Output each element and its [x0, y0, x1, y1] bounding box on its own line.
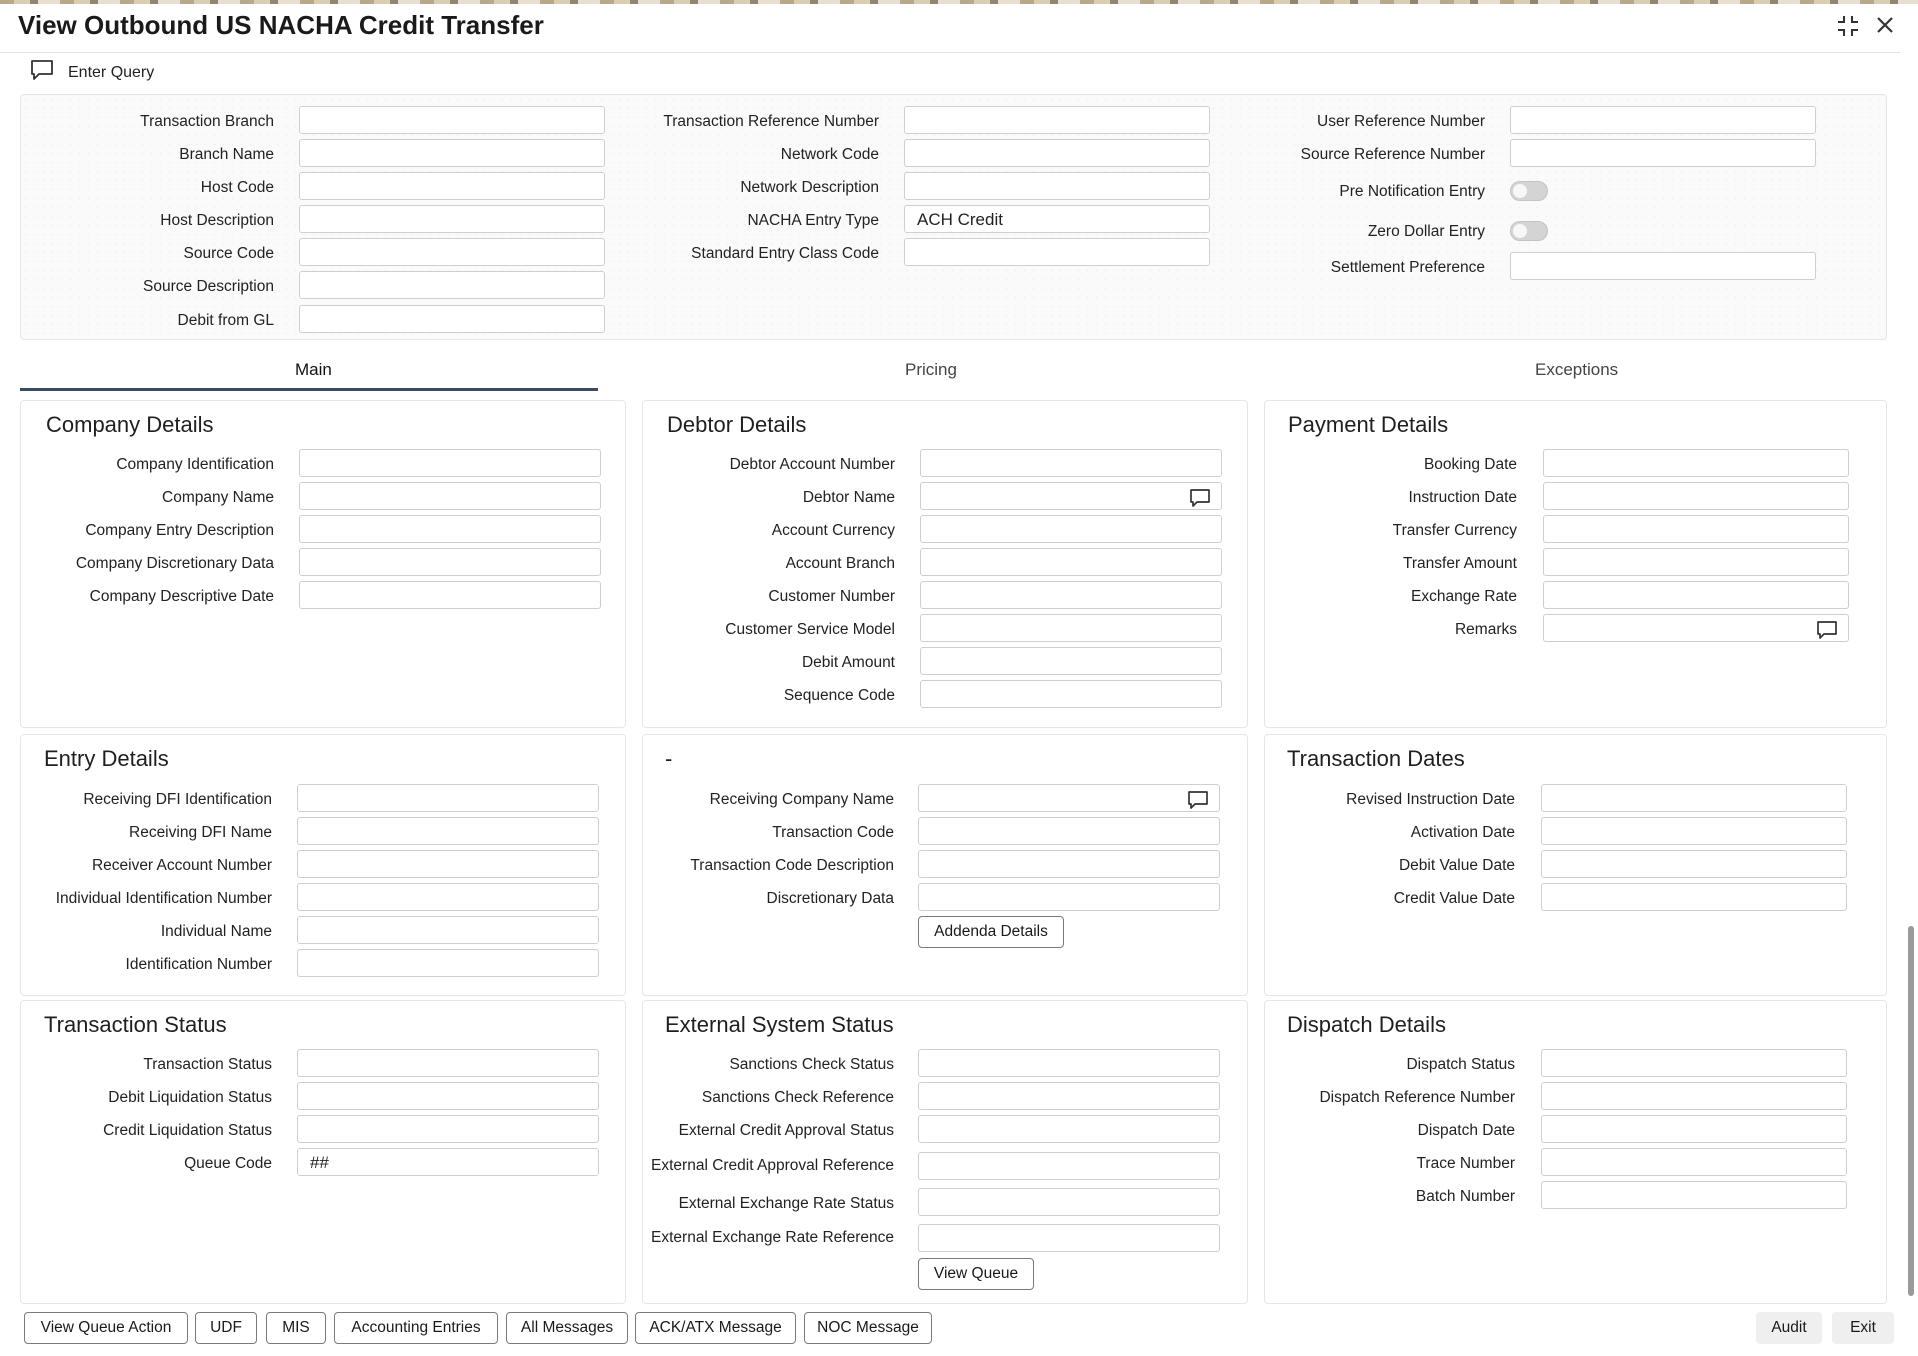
noc-message-button[interactable]: NOC Message [804, 1312, 932, 1344]
source-code-label: Source Code [183, 244, 274, 262]
nacha-entry-type-label: NACHA Entry Type [747, 211, 879, 229]
pre-notification-row [1230, 176, 1485, 206]
zero-dollar-toggle[interactable] [1510, 221, 1548, 241]
branch-name-row [20, 139, 274, 169]
customer-service-model-row [616, 614, 895, 644]
external-exchange-rate-status-row [616, 1188, 894, 1218]
company-entry-description-input[interactable] [299, 515, 601, 543]
source-reference-input[interactable] [1510, 139, 1816, 167]
receiving-title: - [665, 746, 673, 771]
sanctions-check-status-input[interactable] [918, 1049, 1220, 1077]
queue-code-value: ## [310, 1153, 329, 1172]
company-name-row [20, 482, 274, 512]
network-description-row [600, 172, 879, 202]
debit-from-gl-input[interactable] [299, 305, 605, 333]
trace-number-input[interactable] [1541, 1148, 1847, 1176]
account-currency-row [616, 515, 895, 545]
dispatch-date-row [1236, 1115, 1515, 1145]
sequence-code-row [616, 680, 895, 710]
trace-number-label: Trace Number [1416, 1154, 1515, 1172]
mis-button[interactable]: MIS [266, 1312, 326, 1344]
receiving-company-name-input[interactable] [918, 784, 1220, 812]
debit-liquidation-status-row [20, 1082, 272, 1112]
revised-instruction-date-label: Revised Instruction Date [1346, 790, 1515, 808]
debtor-account-number-label: Debtor Account Number [729, 455, 895, 473]
dispatch-date-label: Dispatch Date [1417, 1121, 1515, 1139]
user-reference-input[interactable] [1510, 106, 1816, 134]
debit-liquidation-status-label: Debit Liquidation Status [108, 1088, 272, 1106]
receiving-dfi-name-label: Receiving DFI Name [129, 823, 272, 841]
debtor-account-number-input[interactable] [920, 449, 1222, 477]
company-name-input[interactable] [299, 482, 601, 510]
discretionary-data-label: Discretionary Data [766, 889, 894, 907]
toolbar [0, 52, 1900, 89]
network-description-label: Network Description [740, 178, 879, 196]
credit-value-date-label: Credit Value Date [1393, 889, 1515, 907]
activation-date-input[interactable] [1541, 817, 1847, 845]
source-reference-row [1230, 139, 1485, 169]
receiving-dfi-identification-input[interactable] [297, 784, 599, 812]
debit-from-gl-label: Debit from GL [177, 311, 274, 329]
source-description-row [20, 271, 274, 301]
individual-name-label: Individual Name [160, 922, 272, 940]
queue-code-row [20, 1148, 272, 1178]
sanctions-check-status-label: Sanctions Check Status [729, 1055, 894, 1073]
pre-notification-label: Pre Notification Entry [1339, 182, 1485, 200]
receiving-company-name-row [616, 784, 894, 814]
company-descriptive-date-row [20, 581, 274, 611]
account-currency-input[interactable] [920, 515, 1222, 543]
settlement-pref-label: Settlement Preference [1330, 258, 1485, 276]
standard-entry-class-code-input[interactable] [904, 238, 1210, 266]
queue-code-label: Queue Code [184, 1154, 272, 1172]
sanctions-check-reference-row [616, 1082, 894, 1112]
transaction-branch-row [20, 106, 274, 136]
company-name-label: Company Name [162, 488, 274, 506]
footer-bar [0, 1306, 1900, 1346]
transaction-dates-title: Transaction Dates [1287, 746, 1465, 771]
entry-details-title: Entry Details [44, 746, 169, 771]
receiver-account-number-label: Receiver Account Number [91, 856, 272, 874]
company-identification-row [20, 449, 274, 479]
external-credit-approval-reference-label: External Credit Approval Reference [651, 1156, 894, 1174]
comment-icon[interactable] [1187, 790, 1209, 815]
transfer-amount-input[interactable] [1543, 548, 1849, 576]
external-credit-approval-status-label: External Credit Approval Status [678, 1121, 894, 1139]
receiving-company-name-label: Receiving Company Name [709, 790, 894, 808]
customer-service-model-label: Customer Service Model [725, 620, 895, 638]
queue-code-input[interactable] [297, 1148, 599, 1176]
transaction-status-label: Transaction Status [143, 1055, 272, 1073]
host-code-row [20, 172, 274, 202]
source-code-input[interactable] [299, 238, 605, 266]
transaction-code-input[interactable] [918, 817, 1220, 845]
debit-amount-input[interactable] [920, 647, 1222, 675]
transaction-branch-label: Transaction Branch [140, 112, 274, 130]
zero-dollar-row [1230, 216, 1485, 246]
company-descriptive-date-input[interactable] [299, 581, 601, 609]
debtor-name-input[interactable] [920, 482, 1222, 510]
transaction-status-row [20, 1049, 272, 1079]
transaction-code-row [616, 817, 894, 847]
nacha-entry-type-input[interactable] [904, 205, 1210, 233]
trace-number-row [1236, 1148, 1515, 1178]
debit-from-gl-row [20, 305, 274, 335]
batch-number-label: Batch Number [1415, 1187, 1515, 1205]
company-identification-label: Company Identification [116, 455, 274, 473]
dispatch-date-input[interactable] [1541, 1115, 1847, 1143]
transfer-currency-row [1238, 515, 1517, 545]
company-discretionary-data-row [20, 548, 274, 578]
external-credit-approval-reference-row [616, 1152, 894, 1182]
identification-number-input[interactable] [297, 949, 599, 977]
debit-amount-label: Debit Amount [801, 653, 895, 671]
dispatch-status-label: Dispatch Status [1406, 1055, 1515, 1073]
maximize-icon[interactable] [1836, 14, 1860, 38]
customer-number-input[interactable] [920, 581, 1222, 609]
view-queue-action-button[interactable]: View Queue Action [24, 1312, 188, 1344]
scrollbar-thumb[interactable] [1908, 926, 1914, 1296]
debit-value-date-label: Debit Value Date [1398, 856, 1515, 874]
individual-identification-number-label: Individual Identification Number [55, 889, 272, 907]
network-code-label: Network Code [780, 145, 879, 163]
dispatch-status-row [1236, 1049, 1515, 1079]
dispatch-details-title: Dispatch Details [1287, 1012, 1446, 1037]
external-exchange-rate-reference-input[interactable] [918, 1224, 1220, 1252]
account-branch-label: Account Branch [785, 554, 895, 572]
company-discretionary-data-label: Company Discretionary Data [75, 554, 274, 572]
remarks-label: Remarks [1454, 620, 1517, 638]
comment-icon[interactable] [1189, 488, 1211, 513]
company-descriptive-date-label: Company Descriptive Date [89, 587, 274, 605]
customer-service-model-input[interactable] [920, 614, 1222, 642]
user-reference-row [1230, 106, 1485, 136]
instruction-date-row [1238, 482, 1517, 512]
source-description-input[interactable] [299, 271, 605, 299]
booking-date-input[interactable] [1543, 449, 1849, 477]
activation-date-row [1236, 817, 1515, 847]
exit-button[interactable]: Exit [1832, 1312, 1894, 1344]
network-description-input[interactable] [904, 172, 1210, 200]
exchange-rate-label: Exchange Rate [1411, 587, 1517, 605]
tab-pricing[interactable]: Pricing [905, 360, 957, 379]
comment-icon[interactable] [1816, 620, 1838, 645]
booking-date-label: Booking Date [1423, 455, 1517, 473]
transaction-branch-input[interactable] [299, 106, 605, 134]
page-title: View Outbound US NACHA Credit Transfer [18, 10, 544, 40]
debit-value-date-row [1236, 850, 1515, 880]
decorative-top-strip [0, 0, 1918, 4]
company-details-title: Company Details [46, 412, 214, 437]
instruction-date-label: Instruction Date [1408, 488, 1517, 506]
ack-atx-message-button[interactable]: ACK/ATX Message [635, 1312, 796, 1344]
company-entry-description-row [20, 515, 274, 545]
remarks-row [1238, 614, 1517, 644]
sanctions-check-reference-input[interactable] [918, 1082, 1220, 1110]
debit-liquidation-status-input[interactable] [297, 1082, 599, 1110]
dispatch-reference-number-label: Dispatch Reference Number [1319, 1088, 1515, 1106]
external-credit-approval-reference-input[interactable] [918, 1152, 1220, 1180]
window-controls [1836, 14, 1896, 38]
identification-number-row [20, 949, 272, 979]
account-branch-row [616, 548, 895, 578]
credit-liquidation-status-label: Credit Liquidation Status [103, 1121, 272, 1139]
identification-number-label: Identification Number [125, 955, 272, 973]
individual-name-input[interactable] [297, 916, 599, 944]
receiving-dfi-name-input[interactable] [297, 817, 599, 845]
network-code-row [600, 139, 879, 169]
company-discretionary-data-input[interactable] [299, 548, 601, 576]
sanctions-check-reference-label: Sanctions Check Reference [701, 1088, 894, 1106]
view-queue-button[interactable]: View Queue [918, 1258, 1034, 1290]
dispatch-reference-number-row [1236, 1082, 1515, 1112]
sequence-code-label: Sequence Code [783, 686, 895, 704]
network-code-input[interactable] [904, 139, 1210, 167]
sequence-code-input[interactable] [920, 680, 1222, 708]
receiver-account-number-row [20, 850, 272, 880]
source-reference-label: Source Reference Number [1300, 145, 1485, 163]
host-description-row [20, 205, 274, 235]
transaction-code-description-input[interactable] [918, 850, 1220, 878]
all-messages-button[interactable]: All Messages [506, 1312, 628, 1344]
standard-entry-class-code-row [600, 238, 879, 268]
credit-liquidation-status-input[interactable] [297, 1115, 599, 1143]
dispatch-reference-number-input[interactable] [1541, 1082, 1847, 1110]
transfer-currency-label: Transfer Currency [1392, 521, 1517, 539]
debtor-details-title: Debtor Details [667, 412, 807, 437]
booking-date-row [1238, 449, 1517, 479]
transaction-reference-number-row [600, 106, 879, 136]
debtor-name-row [616, 482, 895, 512]
remarks-input[interactable] [1543, 614, 1849, 642]
revised-instruction-date-input[interactable] [1541, 784, 1847, 812]
transfer-currency-input[interactable] [1543, 515, 1849, 543]
host-code-label: Host Code [200, 178, 274, 196]
transaction-reference-number-label: Transaction Reference Number [663, 112, 879, 130]
transaction-code-description-row [616, 850, 894, 880]
activation-date-label: Activation Date [1410, 823, 1515, 841]
comment-icon [30, 59, 54, 86]
batch-number-row [1236, 1181, 1515, 1211]
customer-number-row [616, 581, 895, 611]
payment-details-title: Payment Details [1288, 412, 1449, 437]
transaction-status-input[interactable] [297, 1049, 599, 1077]
audit-button[interactable]: Audit [1756, 1312, 1822, 1344]
user-reference-label: User Reference Number [1317, 112, 1485, 130]
external-exchange-rate-status-label: External Exchange Rate Status [678, 1194, 894, 1212]
external-credit-approval-status-row [616, 1115, 894, 1145]
debit-value-date-input[interactable] [1541, 850, 1847, 878]
debtor-account-number-row [616, 449, 895, 479]
dispatch-status-input[interactable] [1541, 1049, 1847, 1077]
host-description-input[interactable] [299, 205, 605, 233]
receiving-dfi-identification-label: Receiving DFI Identification [83, 790, 272, 808]
instruction-date-input[interactable] [1543, 482, 1849, 510]
close-icon[interactable] [1874, 14, 1896, 38]
accounting-entries-button[interactable]: Accounting Entries [334, 1312, 498, 1344]
receiver-account-number-input[interactable] [297, 850, 599, 878]
debit-amount-row [616, 647, 895, 677]
transaction-reference-number-input[interactable] [904, 106, 1210, 134]
enter-query-button[interactable] [30, 59, 154, 86]
udf-button[interactable]: UDF [195, 1312, 257, 1344]
exchange-rate-row [1238, 581, 1517, 611]
host-description-label: Host Description [160, 211, 274, 229]
batch-number-input[interactable] [1541, 1181, 1847, 1209]
individual-identification-number-input[interactable] [297, 883, 599, 911]
standard-entry-class-code-label: Standard Entry Class Code [691, 244, 879, 262]
source-code-row [20, 238, 274, 268]
external-credit-approval-status-input[interactable] [918, 1115, 1220, 1143]
nacha-entry-type-row [600, 205, 879, 235]
host-code-input[interactable] [299, 172, 605, 200]
active-tab-indicator [20, 388, 598, 391]
company-entry-description-label: Company Entry Description [85, 521, 274, 539]
pre-notification-toggle[interactable] [1510, 181, 1548, 201]
addenda-details-button[interactable]: Addenda Details [918, 916, 1064, 948]
settlement-pref-input[interactable] [1510, 252, 1816, 280]
tab-main[interactable]: Main [295, 360, 332, 379]
revised-instruction-date-row [1236, 784, 1515, 814]
tab-bar [20, 340, 1885, 392]
exchange-rate-input[interactable] [1543, 581, 1849, 609]
account-branch-input[interactable] [920, 548, 1222, 576]
receiving-dfi-identification-row [20, 784, 272, 814]
source-description-label: Source Description [143, 277, 274, 295]
external-exchange-rate-status-input[interactable] [918, 1188, 1220, 1216]
zero-dollar-label: Zero Dollar Entry [1367, 222, 1485, 240]
customer-number-label: Customer Number [768, 587, 895, 605]
branch-name-input[interactable] [299, 139, 605, 167]
settlement-pref-row [1230, 252, 1485, 282]
nacha-entry-type-value: ACH Credit [917, 210, 1003, 229]
sanctions-check-status-row [616, 1049, 894, 1079]
discretionary-data-row [616, 883, 894, 913]
external-exchange-rate-reference-label: External Exchange Rate Reference [651, 1228, 894, 1246]
transfer-amount-row [1238, 548, 1517, 578]
credit-liquidation-status-row [20, 1115, 272, 1145]
transaction-code-label: Transaction Code [772, 823, 894, 841]
account-currency-label: Account Currency [771, 521, 895, 539]
company-identification-input[interactable] [299, 449, 601, 477]
credit-value-date-input[interactable] [1541, 883, 1847, 911]
receiving-dfi-name-row [20, 817, 272, 847]
discretionary-data-input[interactable] [918, 883, 1220, 911]
debtor-name-label: Debtor Name [802, 488, 895, 506]
branch-name-label: Branch Name [179, 145, 274, 163]
credit-value-date-row [1236, 883, 1515, 913]
tab-exceptions[interactable]: Exceptions [1535, 360, 1619, 379]
external-status-title: External System Status [665, 1012, 894, 1037]
transaction-status-title: Transaction Status [44, 1012, 227, 1037]
transfer-amount-label: Transfer Amount [1402, 554, 1517, 572]
transaction-code-description-label: Transaction Code Description [690, 856, 894, 874]
individual-name-row [20, 916, 272, 946]
external-exchange-rate-reference-row [616, 1224, 894, 1254]
individual-identification-number-row [20, 883, 272, 913]
enter-query-label: Enter Query [68, 63, 155, 81]
